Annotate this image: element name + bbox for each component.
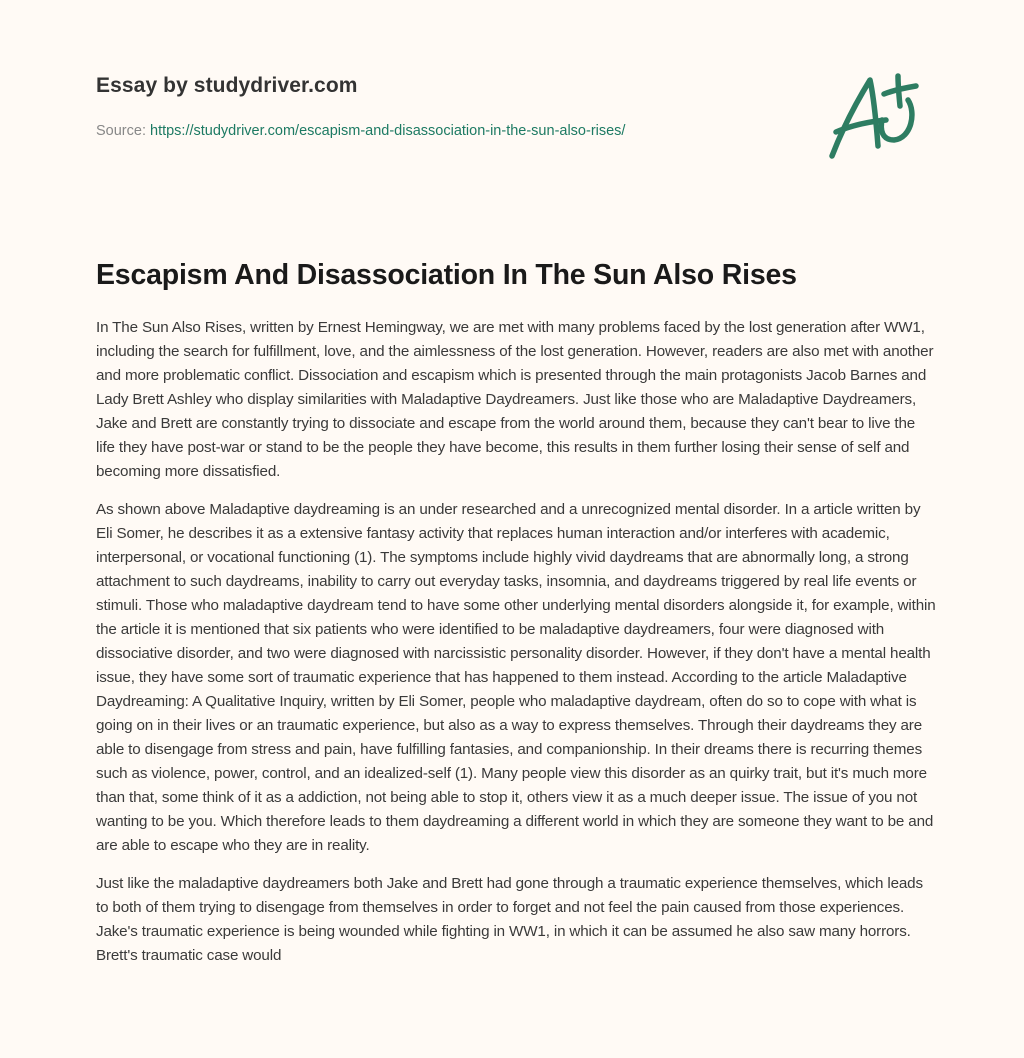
- a-plus-logo-icon: [824, 68, 928, 164]
- paragraph: As shown above Maladaptive daydreaming is an under researched and a unrecognized mental disorder. In a article written by Eli Somer, he describes it as a extensive fantasy activity that replaces human interaction and/or interferes with academic, interpersonal, or vocational functioning (1). The symptoms include highly vivid daydreams that are abnormally long, a strong attachment to such daydreams, inability to carry out everyday tasks, insomnia, and daydreams triggered by real life events or stimuli. Those who maladaptive daydream tend to have some other underlying mental disorders alongside it, for example, within the article it is mentioned that six patients who were identified to be maladaptive daydreamers, four were diagnosed with dissociative disorder, and two were diagnosed with narcissistic personality disorder. However, if they don't have a mental health issue, they have some sort of traumatic experience that has happened to them instead. According to the article Maladaptive Daydreaming: A Qualitative Inquiry, written by Eli Somer, people who maladaptive daydream, often do so to cope with what is going on in their lives or an traumatic experience, but also as a way to express themselves. Through their daydreams they are able to disengage from stress and pain, have fulfilling fantasies, and companionship. In their dreams there is recurring themes such as violence, power, control, and an idealized-self (1). Many people view this disorder as an quirky trait, but it's much more than that, some think of it as a addiction, not being able to stop it, others view it as a much deeper issue. The issue of you not wanting to be you. Which therefore leads to them daydreaming a different world in which they are someone they want to be and are able to escape who they are in reality.: [96, 501, 936, 854]
- paragraph: Just like the maladaptive daydreamers both Jake and Brett had gone through a traumatic experience themselves, which leads to both of them trying to disengage from themselves in order to forget and not feel the pain caused from those experiences. Jake's traumatic experience is being wounded while fighting in WW1, in which it can be assumed he also saw many horrors. Brett's traumatic case would: [96, 875, 923, 964]
- source-line: [96, 123, 625, 139]
- essay-header: [96, 0, 936, 200]
- site-title: Essay by studydriver.com: [96, 74, 358, 97]
- essay-article: [96, 256, 936, 982]
- source-link[interactable]: https://studydriver.com/escapism-and-disassociation-in-the-sun-also-rises/: [150, 123, 626, 139]
- article-title: Escapism And Disassociation In The Sun Also Rises: [96, 259, 797, 291]
- source-label: Source:: [96, 123, 150, 139]
- paragraph: In The Sun Also Rises, written by Ernest Hemingway, we are met with many problems faced by the lost generation after WW1, including the search for fulfillment, love, and the aimlessness of the lost generation. However, readers are also met with another and more problematic conflict. Dissociation and escapism which is presented through the main protagonists Jacob Barnes and Lady Brett Ashley who display similarities with Maladaptive Daydreamers. Just like those who are Maladaptive Daydreamers, Jake and Brett are constantly trying to dissociate and escape from the world around them, because they can't bear to live the life they have post-war or stand to be the people they have become, this results in them further losing their sense of self and becoming more dissatisfied.: [96, 319, 934, 480]
